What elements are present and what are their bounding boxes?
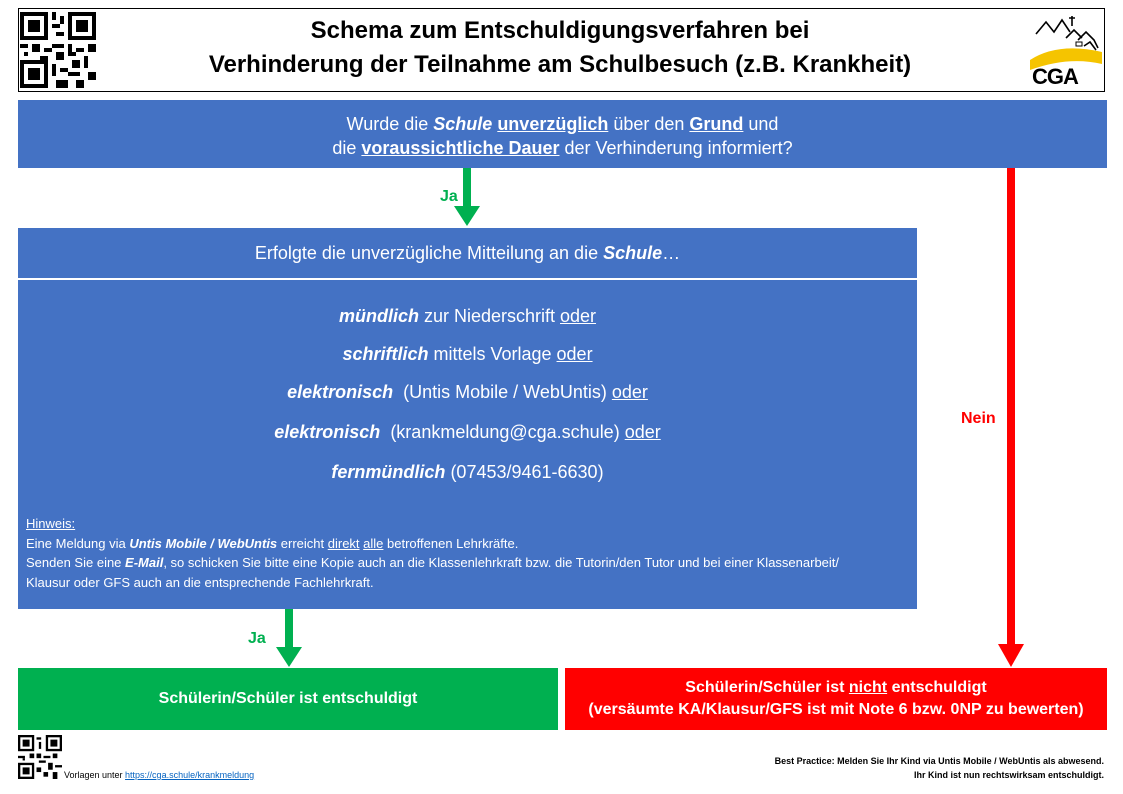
no-arrow: [998, 168, 1024, 668]
logo-text: CGA: [1032, 64, 1078, 89]
templates-note: Vorlagen unter https://cga.schule/krankmeldung: [64, 770, 255, 780]
cga-logo: [1028, 12, 1104, 88]
method-item: mündlich zur Niederschrift oder: [338, 306, 597, 326]
method-item: elektronisch (krankmeldung@cga.schule) oder: [274, 422, 661, 442]
methods-heading: Erfolgte die unverzügliche Mitteilung an die Schule…: [18, 228, 917, 278]
not-excused-box: [565, 668, 1107, 730]
qr-code-bottom: [18, 735, 62, 779]
hint-line-2: Senden Sie eine E-Mail, so schicken Sie bitte eine Kopie auch an die Klassenlehrkraft bzw. die Tutorin/den Tutor und bei einer Klassenarbeit/: [26, 555, 840, 570]
no-label: Nein: [961, 410, 996, 427]
yes-label-top: Ja: [440, 188, 458, 205]
hint-line-3: Klausur oder GFS auch an die entsprechende Fachlehrkraft.: [26, 574, 374, 590]
hint-block: [26, 514, 911, 592]
excused-box: [18, 668, 558, 730]
question-box: [18, 100, 1107, 168]
hint-line-1: Eine Meldung via Untis Mobile / WebUntis erreicht direkt alle betroffenen Lehrkräfte.: [26, 535, 519, 551]
qr-code-top: [20, 12, 96, 88]
best-practice-note: Best Practice: Melden Sie Ihr Kind via Untis Mobile / WebUntis als abwesend. Ihr Kind ist nun rechtswirksam entschuldigt.: [774, 756, 1104, 780]
method-item: elektronisch (Untis Mobile / WebUntis) oder: [287, 382, 648, 402]
yes-arrow-bottom: [276, 609, 302, 669]
hint-title: Hinweis:: [26, 516, 76, 531]
excused-text: Schülerin/Schüler ist entschuldigt: [158, 690, 418, 707]
page-title: Schema zum Entschuldigungsverfahren bei Verhinderung der Teilnahme am Schulbesuch (z.B. Krankheit): [208, 17, 912, 78]
question-line-1: Wurde die Schule unverzüglich über den Grund und: [346, 114, 779, 134]
templates-link[interactable]: https://cga.schule/krankmeldung: [125, 770, 255, 780]
method-item: schriftlich mittels Vorlage oder: [342, 344, 593, 364]
method-item: fernmündlich (07453/9461-6630): [331, 462, 604, 482]
question-line-2: die voraussichtliche Dauer der Verhinderung informiert?: [332, 138, 793, 158]
not-excused-line-1: Schülerin/Schüler ist nicht entschuldigt: [685, 679, 987, 696]
yes-label-bottom: Ja: [248, 630, 266, 647]
methods-box: [18, 280, 917, 609]
school-building-icon: [1028, 12, 1104, 72]
not-excused-line-2: (versäumte KA/Klausur/GFS ist mit Note 6 bzw. 0NP zu bewerten): [588, 701, 1084, 718]
